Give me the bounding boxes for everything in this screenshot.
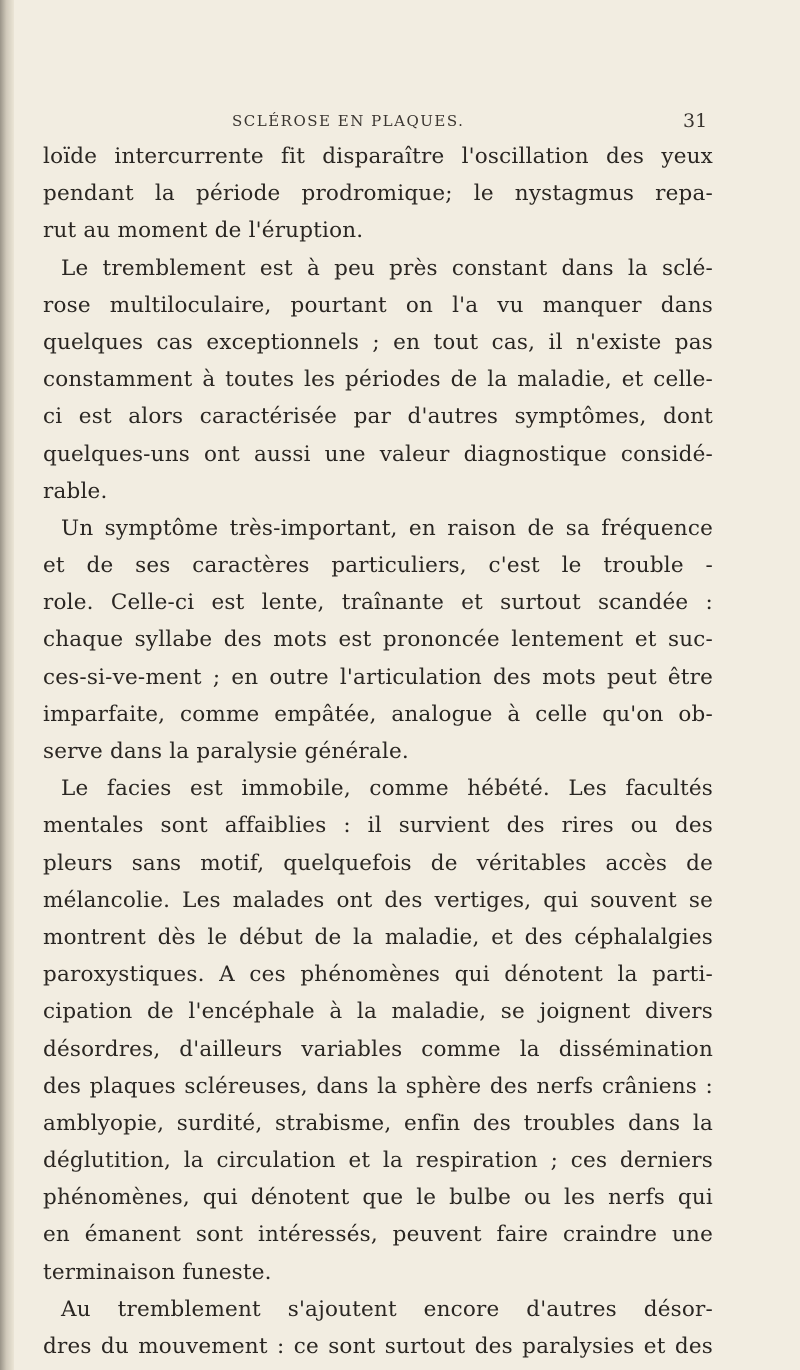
running-head bbox=[0, 112, 800, 138]
text-line: montrent dès le début de la maladie, et des céphalalgies bbox=[43, 924, 713, 950]
body-text bbox=[43, 138, 713, 1365]
text-line: en émanent sont intéressés, peuvent faire craindre une bbox=[43, 1222, 713, 1248]
text-line: désordres, d'ailleurs variables comme la dissémination bbox=[43, 1036, 713, 1062]
text-line: serve dans la paralysie générale. bbox=[43, 739, 409, 764]
text-line: imparfaite, comme empâtée, analogue à celle qu'on ob- bbox=[43, 701, 713, 727]
text-line: Le facies est immobile, comme hébété. Les facultés bbox=[61, 776, 713, 802]
text-line: mélancolie. Les malades ont des vertiges, qui souvent se bbox=[43, 887, 713, 913]
text-line: cipation de l'encéphale à la maladie, se joignent divers bbox=[43, 999, 713, 1025]
text-line: des plaques scléreuses, dans la sphère des nerfs crâniens : bbox=[43, 1073, 713, 1099]
text-line: dres du mouvement : ce sont surtout des paralysies et des bbox=[43, 1334, 713, 1359]
text-line: pendant la période prodromique; le nystagmus repa- bbox=[43, 181, 713, 207]
text-line: role. Celle-ci est lente, traînante et surtout scandée : bbox=[43, 590, 713, 616]
text-line: déglutition, la circulation et la respiration ; ces derniers bbox=[43, 1148, 713, 1174]
text-line: paroxystiques. A ces phénomènes qui dénotent la parti- bbox=[43, 962, 713, 988]
text-line: Au tremblement s'ajoutent encore d'autres désor- bbox=[61, 1296, 713, 1322]
text-line: quelques cas exceptionnels ; en tout cas, il n'existe pas bbox=[43, 329, 713, 355]
text-line: Un symptôme très-important, en raison de sa fréquence bbox=[61, 515, 713, 541]
text-line: amblyopie, surdité, strabisme, enfin des troubles dans la bbox=[43, 1110, 713, 1136]
text-line: phénomènes, qui dénotent que le bulbe ou les nerfs qui bbox=[43, 1185, 713, 1211]
page-number: 31 bbox=[683, 110, 708, 132]
text-line: rable. bbox=[43, 478, 108, 504]
running-title: SCLÉROSE EN PLAQUES. bbox=[232, 112, 465, 130]
text-line: rut au moment de l'éruption. bbox=[43, 218, 364, 244]
text-line: et de ses caractères particuliers, c'est le trouble - bbox=[43, 553, 713, 579]
text-line: mentales sont affaiblies : il survient des rires ou des bbox=[43, 813, 713, 839]
text-line: constamment à toutes les périodes de la maladie, et celle- bbox=[43, 367, 713, 393]
text-line: ces-si-ve-ment ; en outre l'articulation des mots peut être bbox=[43, 664, 713, 690]
text-line: pleurs sans motif, quelquefois de véritables accès de bbox=[43, 850, 713, 876]
text-line: quelques-uns ont aussi une valeur diagnostique considé- bbox=[43, 441, 713, 467]
text-line: rose multiloculaire, pourtant on l'a vu manquer dans bbox=[43, 292, 713, 318]
text-line: ci est alors caractérisée par d'autres symptômes, dont bbox=[43, 404, 713, 430]
text-line: loïde intercurrente fit disparaître l'oscillation des yeux bbox=[43, 144, 713, 169]
text-line: chaque syllabe des mots est prononcée lentement et suc- bbox=[43, 627, 713, 653]
text-line: Le tremblement est à peu près constant dans la sclé- bbox=[61, 255, 713, 281]
text-line: terminaison funeste. bbox=[43, 1259, 272, 1285]
